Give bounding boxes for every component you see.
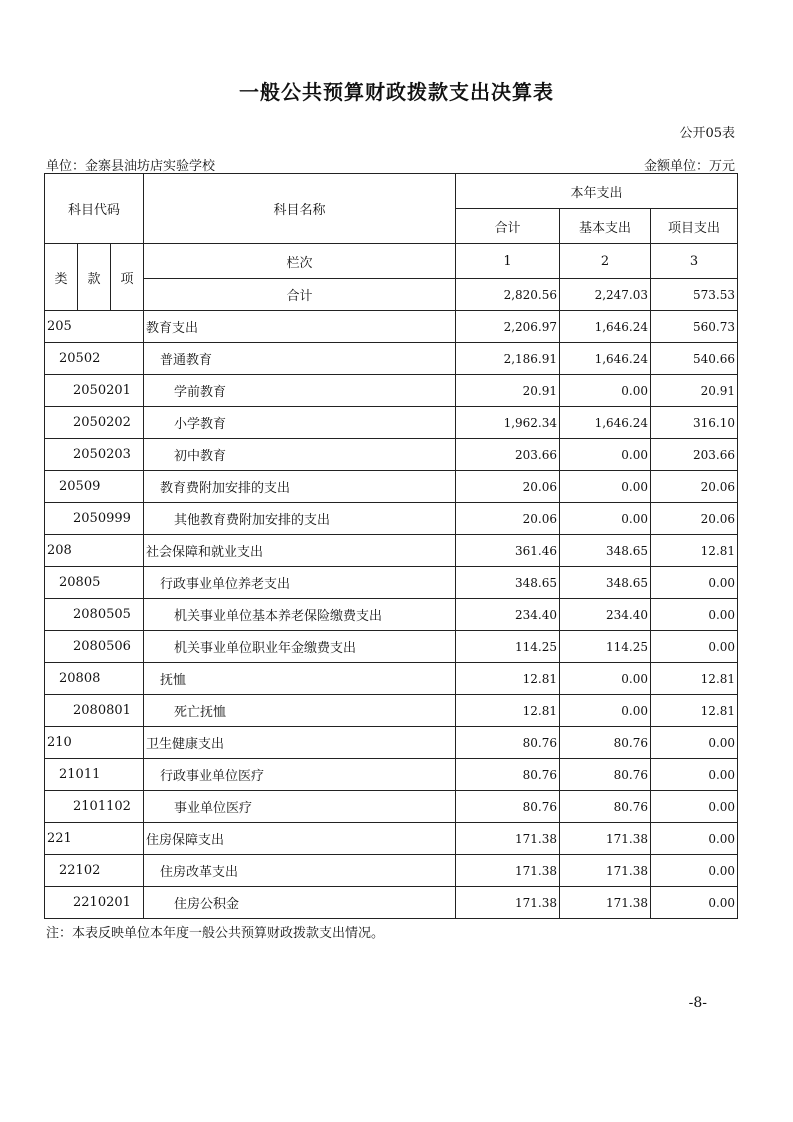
table-row: [45, 791, 738, 823]
row-project: 560.73: [651, 311, 738, 343]
table-row: [45, 375, 738, 407]
row-code: 2210201: [45, 887, 144, 919]
row-code: 2080505: [45, 599, 144, 631]
header-total: 合计: [456, 209, 560, 244]
row-name: 行政事业单位养老支出: [144, 567, 456, 599]
table-row: [45, 503, 738, 535]
row-basic: 1,646.24: [560, 407, 651, 439]
row-basic: 0.00: [560, 663, 651, 695]
row-total: 171.38: [456, 855, 560, 887]
row-code: 2050202: [45, 407, 144, 439]
row-project: 0.00: [651, 727, 738, 759]
row-code: 210: [45, 727, 144, 759]
row-total: 234.40: [456, 599, 560, 631]
row-basic: 0.00: [560, 695, 651, 727]
row-total: 203.66: [456, 439, 560, 471]
row-name: 卫生健康支出: [144, 727, 456, 759]
header-xiang: 项: [111, 244, 144, 311]
row-project: 0.00: [651, 631, 738, 663]
row-total: 80.76: [456, 759, 560, 791]
unit-label: 单位：金寨县油坊店实验学校: [46, 159, 216, 174]
row-project: 0.00: [651, 887, 738, 919]
header-project: 项目支出: [651, 209, 738, 244]
row-name: 社会保障和就业支出: [144, 535, 456, 567]
row-name: 教育费附加安排的支出: [144, 471, 456, 503]
row-code: 22102: [45, 855, 144, 887]
row-name: 住房公积金: [144, 887, 456, 919]
row-total: 1,962.34: [456, 407, 560, 439]
table-row: [45, 823, 738, 855]
table-row: [45, 727, 738, 759]
row-total: 12.81: [456, 695, 560, 727]
page-number: -8-: [688, 995, 707, 1011]
row-code: 2080801: [45, 695, 144, 727]
total-project: 573.53: [651, 279, 738, 311]
table-row: [45, 535, 738, 567]
row-project: 316.10: [651, 407, 738, 439]
row-total: 20.06: [456, 503, 560, 535]
row-code: 2050203: [45, 439, 144, 471]
row-total: 80.76: [456, 791, 560, 823]
form-number: 公开05表: [679, 126, 735, 141]
row-code: 2050999: [45, 503, 144, 535]
row-name: 死亡抚恤: [144, 695, 456, 727]
row-code: 21011: [45, 759, 144, 791]
row-basic: 171.38: [560, 855, 651, 887]
row-code: 20805: [45, 567, 144, 599]
row-project: 0.00: [651, 759, 738, 791]
row-total: 80.76: [456, 727, 560, 759]
row-total: 361.46: [456, 535, 560, 567]
row-basic: 234.40: [560, 599, 651, 631]
row-code: 221: [45, 823, 144, 855]
row-basic: 0.00: [560, 375, 651, 407]
table-row: [45, 471, 738, 503]
row-project: 0.00: [651, 791, 738, 823]
row-name: 事业单位医疗: [144, 791, 456, 823]
row-project: 12.81: [651, 695, 738, 727]
total-row: [45, 279, 738, 311]
header-col3: 3: [651, 244, 738, 279]
row-basic: 80.76: [560, 791, 651, 823]
header-current-year: 本年支出: [456, 174, 738, 209]
row-code: 2101102: [45, 791, 144, 823]
row-total: 171.38: [456, 823, 560, 855]
row-basic: 80.76: [560, 727, 651, 759]
row-code: 2050201: [45, 375, 144, 407]
header-name: 科目名称: [144, 174, 456, 244]
row-basic: 171.38: [560, 823, 651, 855]
row-name: 住房保障支出: [144, 823, 456, 855]
row-code: 20808: [45, 663, 144, 695]
total-label: 合计: [144, 279, 456, 311]
row-basic: 0.00: [560, 503, 651, 535]
row-basic: 1,646.24: [560, 343, 651, 375]
row-basic: 0.00: [560, 439, 651, 471]
row-total: 348.65: [456, 567, 560, 599]
header-kuan: 款: [78, 244, 111, 311]
header-col1: 1: [456, 244, 560, 279]
row-code: 20502: [45, 343, 144, 375]
page-title: 一般公共预算财政拨款支出决算表: [239, 80, 554, 104]
row-code: 208: [45, 535, 144, 567]
table-row: [45, 439, 738, 471]
row-project: 20.06: [651, 471, 738, 503]
total-basic: 2,247.03: [560, 279, 651, 311]
row-name: 住房改革支出: [144, 855, 456, 887]
row-project: 203.66: [651, 439, 738, 471]
row-basic: 1,646.24: [560, 311, 651, 343]
total-total: 2,820.56: [456, 279, 560, 311]
row-basic: 114.25: [560, 631, 651, 663]
table-row: [45, 695, 738, 727]
header-code: 科目代码: [45, 174, 144, 244]
row-project: 0.00: [651, 855, 738, 887]
row-project: 12.81: [651, 663, 738, 695]
table-row: [45, 567, 738, 599]
row-basic: 348.65: [560, 535, 651, 567]
table-row: [45, 311, 738, 343]
row-total: 2,206.97: [456, 311, 560, 343]
row-project: 0.00: [651, 567, 738, 599]
row-name: 普通教育: [144, 343, 456, 375]
row-project: 540.66: [651, 343, 738, 375]
row-name: 抚恤: [144, 663, 456, 695]
header-lei: 类: [45, 244, 78, 311]
row-name: 教育支出: [144, 311, 456, 343]
row-project: 20.91: [651, 375, 738, 407]
table-row: [45, 759, 738, 791]
table-row: [45, 855, 738, 887]
row-basic: 0.00: [560, 471, 651, 503]
row-total: 2,186.91: [456, 343, 560, 375]
row-total: 12.81: [456, 663, 560, 695]
row-total: 171.38: [456, 887, 560, 919]
row-total: 114.25: [456, 631, 560, 663]
row-name: 小学教育: [144, 407, 456, 439]
expenditure-table: [44, 173, 738, 919]
row-name: 初中教育: [144, 439, 456, 471]
table-row: [45, 343, 738, 375]
row-code: 205: [45, 311, 144, 343]
table-row: [45, 663, 738, 695]
row-code: 20509: [45, 471, 144, 503]
table-row: [45, 631, 738, 663]
footnote: 注：本表反映单位本年度一般公共预算财政拨款支出情况。: [46, 926, 385, 941]
header-col2: 2: [560, 244, 651, 279]
row-total: 20.91: [456, 375, 560, 407]
header-column-order: 栏次: [144, 244, 456, 279]
table-row: [45, 887, 738, 919]
row-basic: 171.38: [560, 887, 651, 919]
row-basic: 80.76: [560, 759, 651, 791]
row-name: 机关事业单位基本养老保险缴费支出: [144, 599, 456, 631]
table-row: [45, 407, 738, 439]
header-basic: 基本支出: [560, 209, 651, 244]
row-project: 12.81: [651, 535, 738, 567]
table-row: [45, 599, 738, 631]
row-code: 2080506: [45, 631, 144, 663]
row-name: 其他教育费附加安排的支出: [144, 503, 456, 535]
amount-unit: 金额单位：万元: [643, 159, 735, 174]
row-name: 机关事业单位职业年金缴费支出: [144, 631, 456, 663]
row-project: 0.00: [651, 823, 738, 855]
row-basic: 348.65: [560, 567, 651, 599]
row-name: 行政事业单位医疗: [144, 759, 456, 791]
row-project: 20.06: [651, 503, 738, 535]
row-name: 学前教育: [144, 375, 456, 407]
row-total: 20.06: [456, 471, 560, 503]
row-project: 0.00: [651, 599, 738, 631]
